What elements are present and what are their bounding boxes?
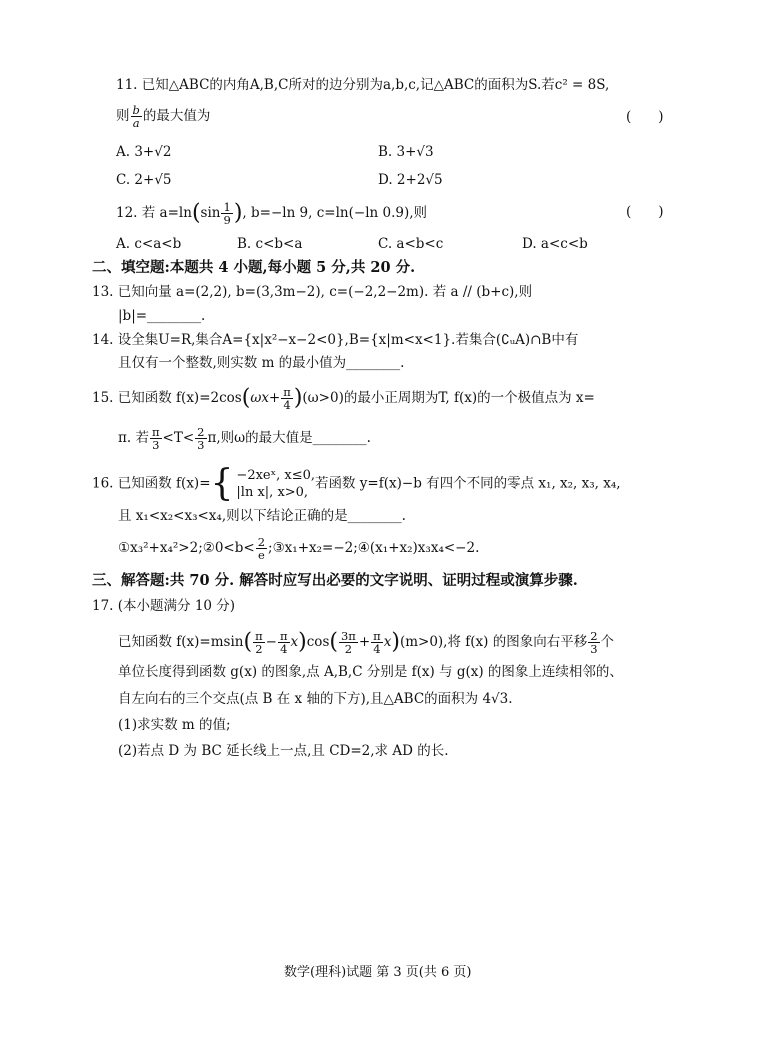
q11-line1: 11. 已知△ABC的内角A,B,C所对的边分别为a,b,c,记△ABC的面积为S.若c² = 8S, <box>116 77 610 93</box>
q12-option-b: B. c<b<a <box>237 236 303 252</box>
q17-part2: (2)若点 D 为 BC 延长线上一点,且 CD=2,求 AD 的长. <box>118 743 449 759</box>
q11-option-d: D. 2+2√5 <box>378 172 443 188</box>
q11-option-a: A. 3+√2 <box>116 144 172 160</box>
q11-fraction: $\frac{b}{a}$ <box>132 103 140 130</box>
page-footer: 数学(理科)试题 第 3 页(共 6 页) <box>284 965 472 980</box>
section-fill-in-heading: 二、填空题:本题共 4 小题,每小题 5 分,共 20 分. <box>92 259 416 276</box>
q14-line2: 且仅有一个整数,则实数 m 的最小值为________. <box>118 355 405 371</box>
q15-line2: π. 若 $\frac{\pi}{3}$ <T< $\frac{2}{3}$ π,则ω的最大值是________. <box>118 425 371 452</box>
q12-answer-paren: ( ) <box>626 204 664 220</box>
q12-option-d: D. a<c<b <box>522 236 588 252</box>
q16-line1: 16. 已知函数 f(x)= { −2xeˣ, x≤0, |ln x|, x>0, 若函数 y=f(x)−b 有四个不同的零点 x₁, x₂, x₃, x₄, <box>92 463 621 504</box>
q14-line1: 14. 设全集U=R,集合A={x|x²−x−2<0},B={x|m<x<1}.若集合(∁ᵤA)∩B中有 <box>92 332 579 348</box>
q12-option-a: A. c<a<b <box>116 236 182 252</box>
q12-line1: 12. 若 a=ln(sin $\frac{1}{9}$ ), b=−ln 9, c=ln(−ln 0.9),则 <box>116 200 428 227</box>
q16-line3: ①x₃²+x₄²>2;②0<b< $\frac{2}{e}$ ;③x₁+x₂=−2;④(x₁+x₂)x₃x₄<−2. <box>118 535 480 562</box>
q11-line2: 则 $\frac{b}{a}$ 的最大值为 <box>116 103 211 130</box>
q17-heading: 17. (本小题满分 10 分) <box>92 598 236 614</box>
section-solution-heading: 三、解答题:共 70 分. 解答时应写出必要的文字说明、证明过程或演算步骤. <box>92 572 578 589</box>
q15-line1: 15. 已知函数 f(x)=2cos(ωx+ $\frac{\pi}{4}$ )(ω>0)的最小正周期为T, f(x)的一个极值点为 x= <box>92 385 595 412</box>
q13-line1: 13. 已知向量 a=(2,2), b=(3,3m−2), c=(−2,2−2m). 若 a // (b+c),则 <box>92 284 533 300</box>
q17-line1: 已知函数 f(x)=msin( $\frac{\pi}{2}$ − $\frac{\pi}{4}$ x)cos( $\frac{3\pi}{2}$ + $\frac{\pi}{4}$ x)(m>0),将 f(x) 的图象向右平移 $\frac{2}{3}$ 个 <box>118 629 615 656</box>
q12-option-c: C. a<b<c <box>378 236 444 252</box>
q17-part1: (1)求实数 m 的值; <box>118 717 231 733</box>
q11-answer-paren: ( ) <box>626 109 664 125</box>
q13-line2: |b|=________. <box>118 308 206 324</box>
q17-line2: 单位长度得到函数 g(x) 的图象,点 A,B,C 分别是 f(x) 与 g(x) 的图象上连续相邻的、 <box>118 664 623 680</box>
q16-line2: 且 x₁<x₂<x₃<x₄,则以下结论正确的是________. <box>118 508 406 524</box>
piecewise-definition: { −2xeˣ, x≤0, |ln x|, x>0, <box>210 463 316 504</box>
q11-option-b: B. 3+√3 <box>378 144 434 160</box>
q11-option-c: C. 2+√5 <box>116 172 172 188</box>
q17-line3: 自左向右的三个交点(点 B 在 x 轴的下方),且△ABC的面积为 4√3. <box>118 691 513 707</box>
